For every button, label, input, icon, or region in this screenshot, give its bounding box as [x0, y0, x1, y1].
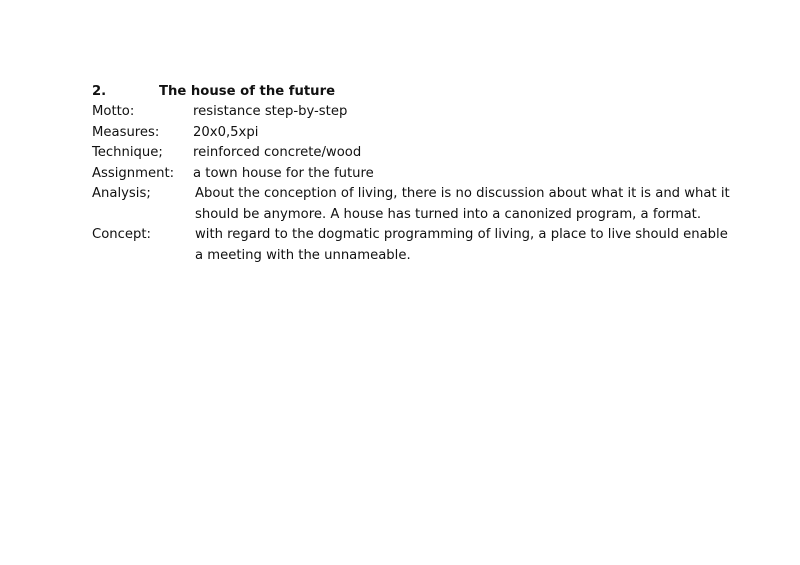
- field-row-analysis: [92, 184, 732, 225]
- field-label-concept: Concept:: [92, 227, 151, 242]
- field-value-measures: 20x0,5xpi: [193, 124, 259, 140]
- field-value-motto: resistance step-by-step: [193, 104, 348, 119]
- field-label-measures: Measures:: [92, 124, 160, 140]
- field-label-technique: Technique;: [92, 145, 163, 160]
- section-heading: [92, 82, 732, 102]
- field-label-analysis: Analysis;: [92, 186, 151, 201]
- field-label-motto: Motto:: [92, 104, 135, 119]
- field-value-technique: reinforced concrete/wood: [193, 145, 362, 160]
- document-body: [92, 82, 732, 266]
- field-value-concept: with regard to the dogmatic programming of living, a place to live should enable a meeting with the unnameable.: [195, 227, 728, 263]
- field-row-concept: [92, 225, 732, 266]
- section-number: 2.: [92, 84, 107, 99]
- field-row-motto: [92, 102, 732, 123]
- field-row-technique: [92, 143, 732, 164]
- section-title: The house of the future: [159, 84, 336, 99]
- field-row-assignment: [92, 164, 732, 185]
- field-row-measures: [92, 123, 732, 144]
- field-value-assignment: a town house for the future: [193, 165, 374, 181]
- field-value-analysis: About the conception of living, there is no discussion about what it is and what it should be anymore. A house has turned into a canonized program, a format.: [195, 186, 730, 222]
- field-label-assignment: Assignment:: [92, 165, 175, 181]
